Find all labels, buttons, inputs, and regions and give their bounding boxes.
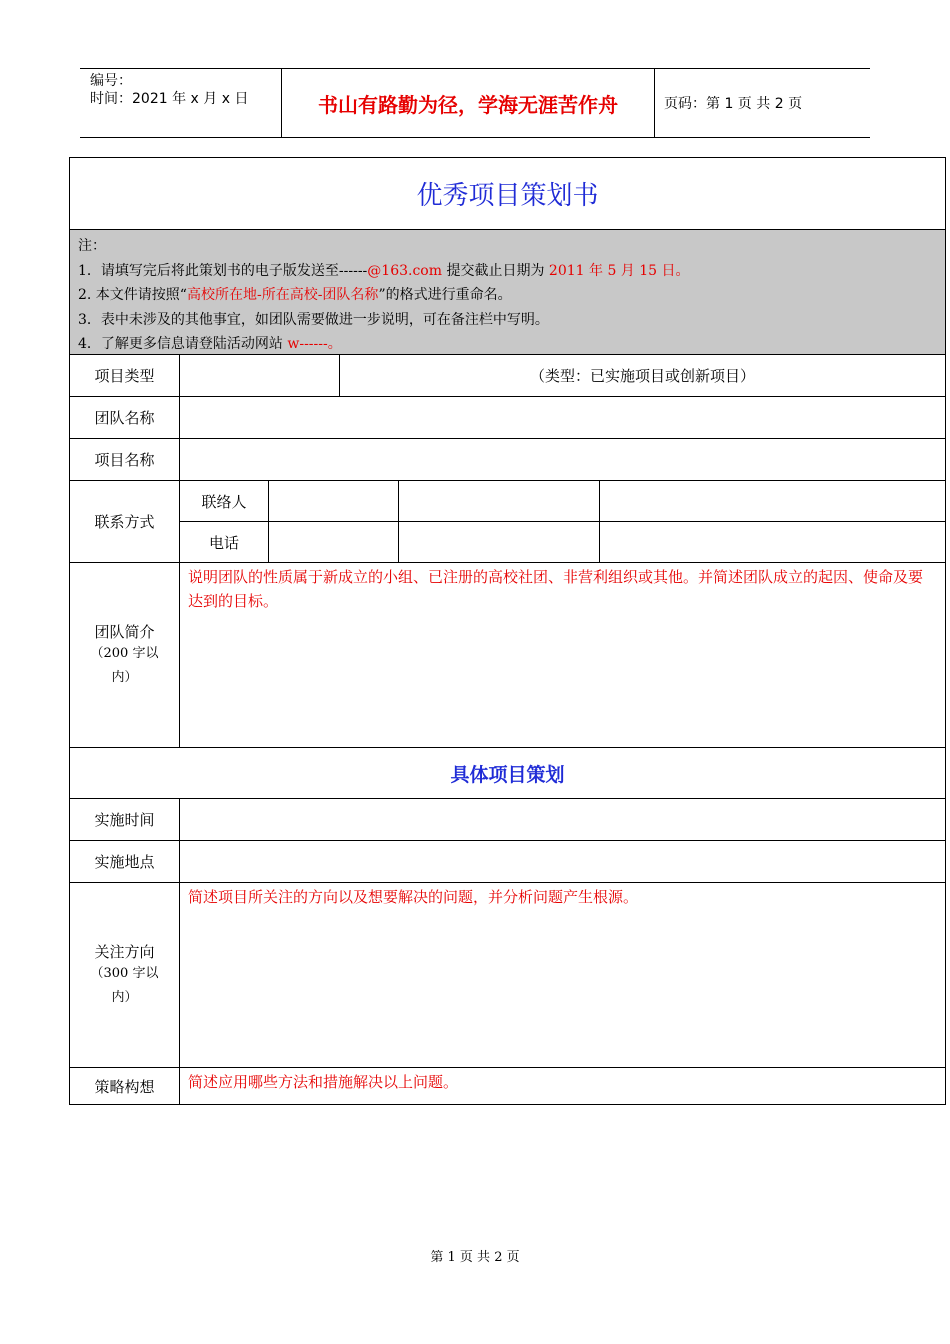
team-intro-hint: 说明团队的性质属于新成立的小组、已注册的高校社团、非营利组织或其他。并简述团队成立的起因、使命及要达到的目标。: [188, 568, 924, 610]
contact-person-input-3[interactable]: [600, 481, 945, 522]
focus-label-cell: [70, 883, 180, 1068]
focus-input[interactable]: [180, 883, 945, 1068]
section-title: 具体项目策划: [70, 748, 945, 799]
note-3: 3．表中未涉及的其他事宜，如团队需要做进一步说明，可在备注栏中写明。: [78, 311, 549, 328]
header-page-number: 页码：第 1 页 共 2 页: [664, 96, 803, 112]
phone-input-3[interactable]: [600, 522, 945, 563]
team-name-input[interactable]: [180, 397, 945, 439]
team-intro-limit: （200 字以 内）: [90, 645, 159, 685]
team-intro-label-cell: [70, 563, 180, 748]
phone-input-2[interactable]: [399, 522, 600, 563]
implementation-place-label: 实施地点: [70, 841, 180, 883]
implementation-time-input[interactable]: [180, 799, 945, 841]
notes-box: [70, 230, 945, 355]
focus-limit: （300 字以 内）: [90, 965, 159, 1005]
page-header: [80, 68, 870, 138]
phone-label: 电话: [180, 522, 269, 563]
project-name-label: 项目名称: [70, 439, 180, 481]
contact-person-input-2[interactable]: [399, 481, 600, 522]
team-intro-label: 团队简介: [94, 622, 155, 641]
header-meta: [80, 69, 280, 137]
page-footer: 第 1 页 共 2 页: [430, 1250, 520, 1265]
doc-number: 编号：: [90, 73, 132, 89]
contact-label: 联系方式: [70, 481, 180, 563]
strategy-hint: 简述应用哪些方法和措施解决以上问题。: [188, 1073, 459, 1091]
doc-time: 时间：2021 年 x 月 x 日: [90, 91, 249, 107]
form-title: 优秀项目策划书: [70, 158, 945, 230]
note-2: 2. 本文件请按照“高校所在地-所在高校-团队名称”的格式进行重命名。: [78, 287, 512, 303]
notes-heading: 注：: [78, 238, 106, 254]
phone-input-1[interactable]: [269, 522, 399, 563]
focus-hint: 简述项目所关注的方向以及想要解决的问题，并分析问题产生根源。: [188, 888, 639, 906]
note-1: 1．请填写完后将此策划书的电子版发送至------@163.com 提交截止日期为 2011 年 5 月 15 日。: [78, 262, 690, 279]
contact-person-label: 联络人: [180, 481, 269, 522]
implementation-place-input[interactable]: [180, 841, 945, 883]
team-intro-input[interactable]: [180, 563, 945, 748]
project-name-input[interactable]: [180, 439, 945, 481]
project-proposal-form: [69, 157, 946, 1105]
strategy-input[interactable]: [180, 1068, 945, 1104]
strategy-label: 策略构想: [70, 1068, 180, 1104]
contact-person-input-1[interactable]: [269, 481, 399, 522]
implementation-time-label: 实施时间: [70, 799, 180, 841]
project-type-input[interactable]: [180, 355, 340, 397]
focus-label: 关注方向: [94, 942, 155, 961]
project-type-hint: （类型：已实施项目或创新项目）: [340, 355, 945, 397]
header-motto: 书山有路勤为径，学海无涯苦作舟: [281, 69, 655, 137]
team-name-label: 团队名称: [70, 397, 180, 439]
project-type-label: 项目类型: [70, 355, 180, 397]
note-4: 4．了解更多信息请登陆活动网站 w------。: [78, 336, 342, 352]
